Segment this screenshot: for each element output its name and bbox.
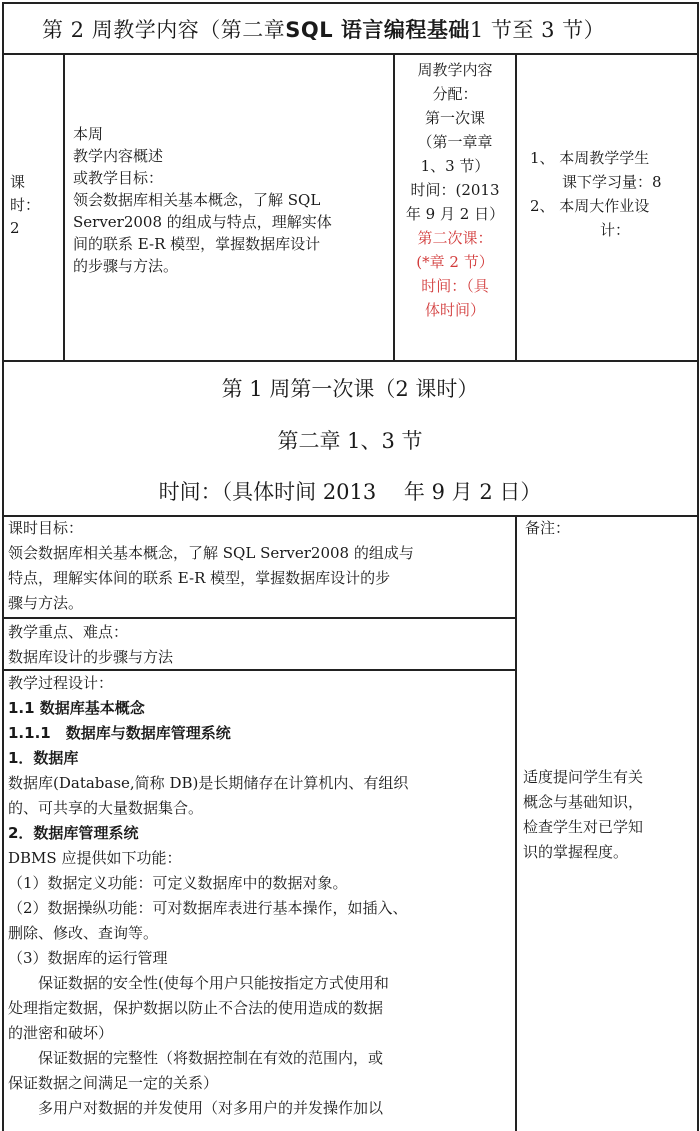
schedule-line: 年 9 月 2 日） [405, 205, 505, 223]
overview-line: Server2008 的组成与特点，理解实体 [73, 213, 332, 231]
paragraph-line: 多用户对数据的并发使用（对多用户的并发操作加以 [8, 1099, 384, 1117]
schedule-line: 分配： [432, 85, 478, 103]
remarks-line: 适度提问学生有关 [523, 768, 644, 786]
paragraph-line: 的、可共享的大量数据集合。 [8, 799, 204, 817]
schedule-line-second-session: 体时间） [424, 301, 485, 319]
remarks-text [523, 765, 643, 865]
objectives-section [8, 516, 414, 616]
session-title: 第 1 周第一次课（2 课时） [221, 377, 479, 401]
schedule-line-second-session: (*章 2 节） [416, 253, 494, 271]
row-divider-objectives [2, 617, 515, 619]
remarks-line: 检查学生对已学知 [523, 818, 644, 836]
hours-value: 2 [10, 219, 20, 237]
overview-line: 的步骤与方法。 [73, 257, 179, 275]
paragraph-line: DBMS 应提供如下功能： [8, 849, 182, 867]
objectives-line: 特点，理解实体间的联系 E-R 模型，掌握数据库设计的步 [8, 569, 391, 587]
schedule-line: 1、3 节） [420, 157, 490, 175]
paragraph-line: 保证数据的完整性（将数据控制在有效的范围内，或 [8, 1049, 384, 1067]
overview-line: 或教学目标： [73, 169, 164, 187]
notes-line: 课下学习量：8 [562, 173, 662, 191]
notes-line: 1、 本周教学学生 [530, 149, 650, 167]
overview-line: 间的联系 E-R 模型，掌握数据库设计 [73, 235, 321, 253]
item-heading-database: 1．数据库 [8, 749, 79, 767]
notes-line: 计： [600, 221, 631, 239]
paragraph-line: （2）数据操纵功能：可对数据库表进行基本操作，如插入、 [8, 899, 408, 917]
hours-label-1: 课 [10, 173, 26, 191]
hours-label-2: 时： [10, 196, 41, 214]
schedule-line: 时间：(2013 [410, 181, 500, 199]
col-divider-remarks [515, 515, 517, 1131]
col-divider-overview [393, 53, 395, 360]
remarks-line: 识的掌握程度。 [523, 843, 629, 861]
weekly-notes [530, 146, 662, 242]
key-points-section [8, 620, 173, 670]
weekly-overview [73, 123, 332, 277]
paragraph-line: 处理指定数据，保护数据以防止不合法的使用造成的数据 [8, 999, 384, 1017]
overview-line: 教学内容概述 [73, 147, 164, 165]
row-divider-title [2, 53, 698, 55]
col-divider-hours [63, 53, 65, 360]
paragraph-line: （1）数据定义功能：可定义数据库中的数据对象。 [8, 874, 348, 892]
title-suffix: 1 节至 3 节） [469, 18, 606, 42]
hours-label [10, 173, 40, 238]
schedule-line-second-session: 第二次课： [417, 229, 493, 247]
session-time: 时间：（具体时间 2013 年 9 月 2 日） [158, 480, 542, 504]
paragraph-line: 保证数据之间满足一定的关系） [8, 1074, 219, 1092]
item-heading-dbms: 2．数据库管理系统 [8, 824, 139, 842]
paragraph-line: 的泄密和破坏） [8, 1024, 114, 1042]
objectives-label: 课时目标： [8, 519, 84, 537]
title-prefix: 第 2 周教学内容（第二章 [42, 18, 286, 42]
notes-line: 2、 本周大作业设 [530, 197, 650, 215]
process-label: 教学过程设计： [8, 674, 114, 692]
session-chapter: 第二章 1、3 节 [277, 429, 423, 453]
remarks-label: 备注： [525, 519, 571, 537]
paragraph-line: （3）数据库的运行管理 [8, 949, 168, 967]
objectives-line: 骤与方法。 [8, 594, 84, 612]
col-divider-schedule [515, 53, 517, 360]
paragraph-line: 删除、修改、查询等。 [8, 924, 159, 942]
table-border-right [697, 2, 699, 1131]
weekly-schedule [396, 58, 514, 322]
row-divider-summary [2, 360, 698, 362]
overview-line: 本周 [73, 125, 104, 143]
schedule-line: （第一章章 [417, 133, 493, 151]
schedule-line: 第一次课 [424, 109, 485, 127]
paragraph-line: 数据库(Database,简称 DB)是长期储存在计算机内、有组织 [8, 774, 409, 792]
schedule-line: 周教学内容 [417, 61, 493, 79]
paragraph-line: 保证数据的安全性(使每个用户只能按指定方式使用和 [8, 974, 389, 992]
objectives-line: 领会数据库相关基本概念，了解 SQL Server2008 的组成与 [8, 544, 414, 562]
table-border-top [2, 2, 698, 4]
schedule-line-second-session: 时间：（具 [421, 277, 489, 295]
remarks-line: 概念与基础知识， [523, 793, 644, 811]
table-border-left [2, 2, 4, 1131]
subsection-heading: 1.1.1 数据库与数据库管理系统 [8, 724, 231, 742]
section-heading: 1.1 数据库基本概念 [8, 699, 145, 717]
overview-line: 领会数据库相关基本概念，了解 SQL [73, 191, 321, 209]
process-section [8, 671, 408, 1121]
key-points-text: 数据库设计的步骤与方法 [8, 648, 174, 666]
page-title [42, 14, 605, 44]
key-points-label: 教学重点、难点： [8, 623, 129, 641]
title-bold: SQL 语言编程基础 [285, 18, 470, 42]
